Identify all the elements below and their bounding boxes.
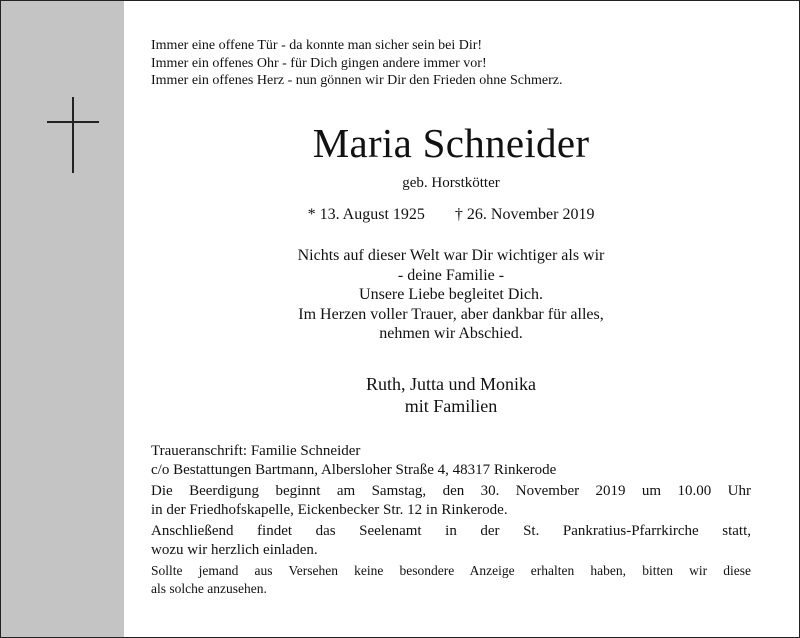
address-line: Traueranschrift: Familie Schneider <box>151 443 361 459</box>
poem <box>151 37 562 90</box>
notice-line: Sollte jemand aus Versehen keine besondere Anzeige erhalten haben, bitten wir diese <box>151 563 751 578</box>
cross-icon-vertical <box>72 97 74 173</box>
notice-line: als solche anzusehen. <box>151 581 267 596</box>
funeral-line: in der Friedhofskapelle, Eickenbecker Str. 12 in Rinkerode. <box>151 501 508 518</box>
family-suffix: mit Familien <box>404 396 498 416</box>
cross-icon <box>47 97 99 173</box>
mass-line: wozu wir herzlich einladen. <box>151 541 318 558</box>
funeral-info <box>151 442 751 601</box>
birth-date: * 13. August 1925 <box>307 206 425 223</box>
mourning-address <box>151 442 751 479</box>
requiem-mass <box>151 522 751 559</box>
message-line: - deine Familie - <box>397 266 505 284</box>
message-line: Nichts auf dieser Welt war Dir wichtiger als wir <box>297 247 605 264</box>
side-bar <box>1 1 124 637</box>
cross-icon-horizontal <box>47 121 99 123</box>
family-names: Ruth, Jutta und Monika <box>366 374 536 394</box>
message-line: nehmen wir Abschied. <box>379 325 523 342</box>
poem-line: Immer ein offenes Ohr - für Dich gingen andere immer vor! <box>151 55 487 71</box>
message-line: Unsere Liebe begleitet Dich. <box>359 286 543 303</box>
message-line: Im Herzen voller Trauer, aber dankbar für alles, <box>298 305 604 323</box>
poem-line: Immer eine offene Tür - da konnte man sicher sein bei Dir! <box>151 38 483 53</box>
notice-remark <box>151 562 751 598</box>
address-line: c/o Bestattungen Bartmann, Albersloher Straße 4, 48317 Rinkerode <box>151 461 557 478</box>
mass-line: Anschließend findet das Seelenamt in der St. Pankratius-Pfarrkirche statt, <box>151 523 751 539</box>
poem-line: Immer ein offenes Herz - nun gönnen wir Dir den Frieden ohne Schmerz. <box>151 73 563 88</box>
life-dates <box>151 205 751 225</box>
funeral-details <box>151 482 751 519</box>
family-signature <box>151 373 751 417</box>
maiden-name: geb. Horstkötter <box>402 175 500 191</box>
notice-content <box>151 1 781 637</box>
death-date: † 26. November 2019 <box>454 206 595 223</box>
funeral-line: Die Beerdigung beginnt am Samstag, den 30. November 2019 um 10.00 Uhr <box>151 483 751 499</box>
farewell-message <box>151 246 751 344</box>
deceased-name: Maria Schneider <box>312 120 590 166</box>
